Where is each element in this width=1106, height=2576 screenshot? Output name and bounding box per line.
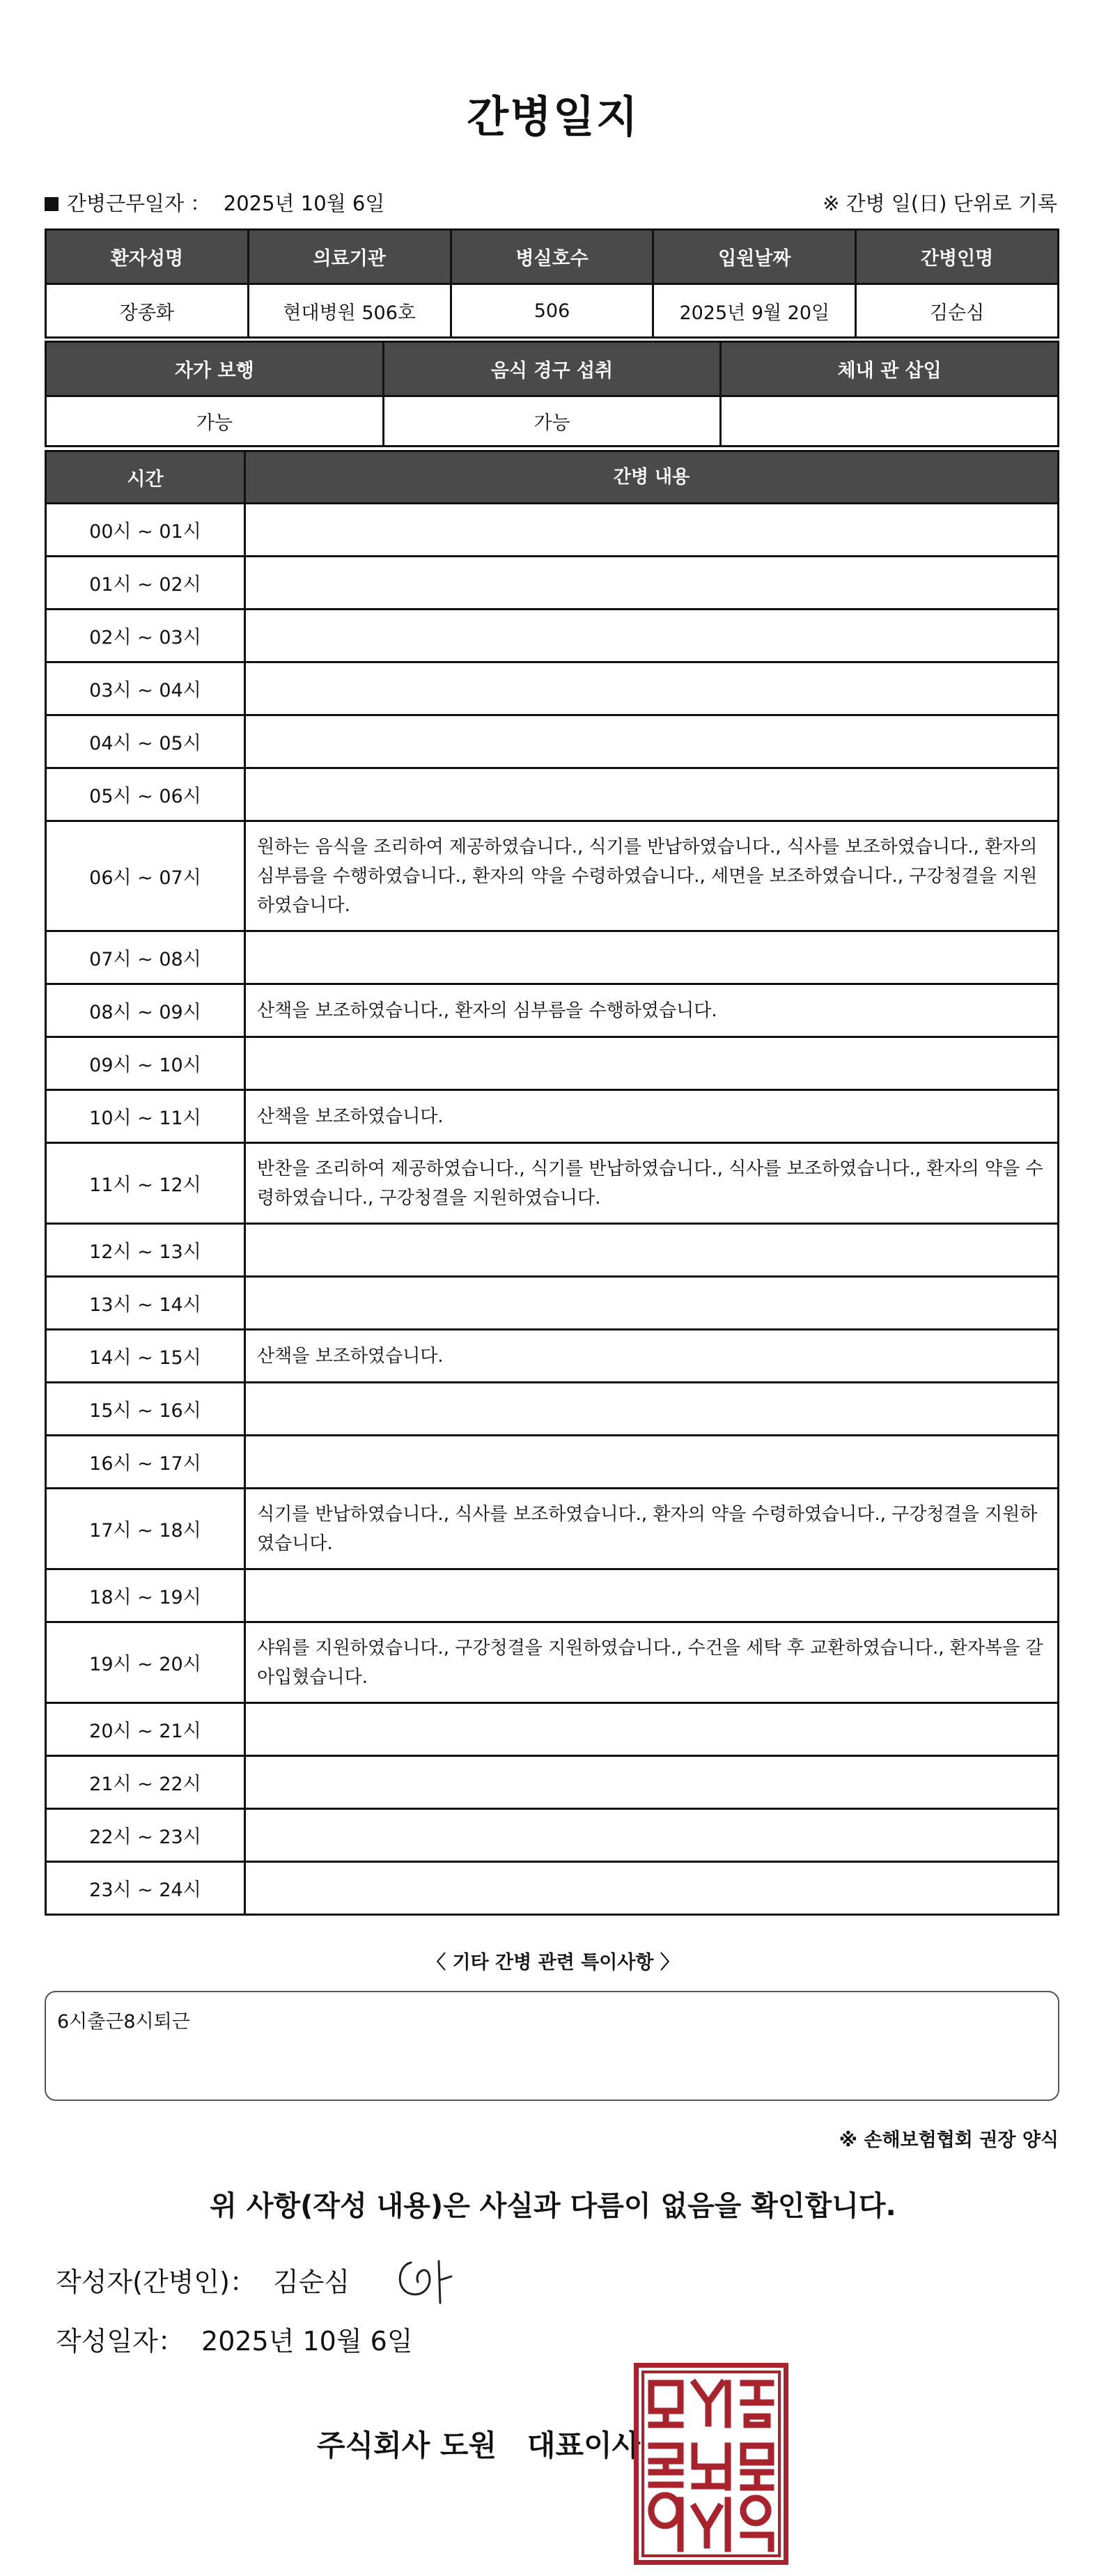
row-content [246, 557, 1057, 608]
table-row [47, 1863, 1057, 1914]
row-time: 18시 ~ 19시 [47, 1570, 244, 1621]
row-time: 22시 ~ 23시 [47, 1810, 244, 1861]
patient-name: 장종화 [47, 285, 247, 336]
header-tube-insertion: 체내 관 삽입 [722, 343, 1057, 395]
table-row [47, 1489, 1057, 1568]
company-seal-icon [634, 2363, 788, 2565]
row-time: 23시 ~ 24시 [47, 1863, 244, 1914]
row-content [246, 1225, 1057, 1275]
row-time: 00시 ~ 01시 [47, 504, 244, 555]
row-content [246, 1436, 1057, 1487]
writer-label: 작성자(간병인)： [56, 2267, 256, 2297]
row-content [246, 663, 1057, 714]
row-content [246, 610, 1057, 661]
self-walking: 가능 [47, 397, 382, 445]
table-row [47, 663, 1057, 714]
row-time: 11시 ~ 12시 [47, 1144, 244, 1223]
form-note: ※ 손해보험협회 권장 양식 [839, 2129, 1059, 2151]
row-content [246, 504, 1057, 555]
row-content [246, 1704, 1057, 1755]
oral-intake: 가능 [384, 397, 720, 445]
row-content: 원하는 음식을 조리하여 제공하였습니다., 식기를 반납하였습니다., 식사를 보조하였습니다., 환자의 심부름을 수행하였습니다., 환자의 약을 수령하였습니다., 세면을 보조하였습니다., 구강청결을 지원하였습니다. [246, 822, 1057, 930]
table-row [47, 769, 1057, 820]
row-time: 10시 ~ 11시 [47, 1091, 244, 1142]
header-care-content: 간병 내용 [246, 452, 1057, 502]
tube-insertion [722, 397, 1057, 445]
row-time: 12시 ~ 13시 [47, 1225, 244, 1275]
row-content [246, 1383, 1057, 1434]
table-row [47, 1330, 1057, 1381]
table-row [47, 932, 1057, 983]
table-row [47, 1436, 1057, 1487]
confirmation-statement: 위 사항(작성 내용)은 사실과 다름이 없음을 확인합니다. [210, 2190, 896, 2222]
table-row [47, 557, 1057, 608]
table-row [47, 985, 1057, 1036]
writer-name: 김순심 [273, 2267, 350, 2297]
date-line [56, 2320, 413, 2358]
document-title: 간병일지 [467, 91, 639, 142]
header-admission-date: 입원날짜 [654, 231, 855, 283]
work-date-value: 2025년 10월 6일 [223, 192, 385, 215]
writer-line [56, 2260, 350, 2299]
table-row [47, 1757, 1057, 1808]
row-time: 06시 ~ 07시 [47, 822, 244, 930]
table-row [47, 1570, 1057, 1621]
caregiver-name: 김순심 [857, 285, 1057, 336]
row-time: 02시 ~ 03시 [47, 610, 244, 661]
row-content: 반찬을 조리하여 제공하였습니다., 식기를 반납하였습니다., 식사를 보조하였습니다., 환자의 약을 수령하였습니다., 구강청결을 지원하였습니다. [246, 1144, 1057, 1223]
table-row [47, 822, 1057, 930]
row-content [246, 1863, 1057, 1914]
notes-title: 〈 기타 간병 관련 특이사항 〉 [427, 1952, 679, 1973]
row-time: 08시 ~ 09시 [47, 985, 244, 1036]
signature-icon [390, 2249, 467, 2311]
notes-box: 6시출근8시퇴근 [45, 1991, 1059, 2101]
square-bullet-icon [45, 197, 59, 211]
header-time: 시간 [47, 452, 244, 502]
row-content [246, 932, 1057, 983]
table-row [47, 1225, 1057, 1275]
table-row [47, 1091, 1057, 1142]
row-time: 21시 ~ 22시 [47, 1757, 244, 1808]
table-row [47, 1704, 1057, 1755]
row-time: 04시 ~ 05시 [47, 716, 244, 767]
row-content [246, 1570, 1057, 1621]
header-caregiver-name: 간병인명 [857, 231, 1057, 283]
table-row [47, 1144, 1057, 1223]
row-time: 09시 ~ 10시 [47, 1038, 244, 1089]
table-row [47, 610, 1057, 661]
header-room-number: 병실호수 [452, 231, 653, 283]
hospital: 현대병원 506호 [249, 285, 450, 336]
row-time: 17시 ~ 18시 [47, 1489, 244, 1568]
unit-note: ※ 간병 일(日) 단위로 기록 [823, 192, 1057, 215]
admission-date: 2025년 9월 20일 [654, 285, 855, 336]
patient-ability-table [45, 341, 1059, 447]
date-label: 작성일자： [56, 2326, 185, 2357]
table-row [47, 1623, 1057, 1702]
company-name: 주식회사 도원 대표이사 [317, 2428, 641, 2462]
room-number: 506 [452, 285, 653, 336]
row-content [246, 1810, 1057, 1861]
row-time: 05시 ~ 06시 [47, 769, 244, 820]
work-date [45, 188, 384, 217]
row-content [246, 1038, 1057, 1089]
work-date-label: 간병근무일자 ： [67, 192, 211, 215]
row-content [246, 1278, 1057, 1328]
table-row [47, 1278, 1057, 1328]
header-hospital: 의료기관 [249, 231, 450, 283]
table-row [47, 1383, 1057, 1434]
header-self-walking: 자가 보행 [47, 343, 382, 395]
table-row [47, 1038, 1057, 1089]
row-time: 01시 ~ 02시 [47, 557, 244, 608]
row-content [246, 716, 1057, 767]
table-row [47, 716, 1057, 767]
row-content: 산책을 보조하였습니다., 환자의 심부름을 수행하였습니다. [246, 985, 1057, 1036]
table-row [47, 1810, 1057, 1861]
row-time: 20시 ~ 21시 [47, 1704, 244, 1755]
schedule-header-row [47, 452, 1057, 502]
table-row [47, 504, 1057, 555]
row-time: 13시 ~ 14시 [47, 1278, 244, 1328]
row-time: 14시 ~ 15시 [47, 1330, 244, 1381]
row-time: 07시 ~ 08시 [47, 932, 244, 983]
row-content: 산책을 보조하였습니다. [246, 1330, 1057, 1381]
header-oral-intake: 음식 경구 섭취 [384, 343, 720, 395]
hourly-care-table [45, 450, 1059, 1916]
row-time: 16시 ~ 17시 [47, 1436, 244, 1487]
row-content: 샤워를 지원하였습니다., 구강청결을 지원하였습니다., 수건을 세탁 후 교환하였습니다., 환자복을 갈아입혔습니다. [246, 1623, 1057, 1702]
row-time: 19시 ~ 20시 [47, 1623, 244, 1702]
patient-info-table [45, 228, 1059, 339]
date-value: 2025년 10월 6일 [201, 2326, 413, 2357]
row-time: 03시 ~ 04시 [47, 663, 244, 714]
header-patient-name: 환자성명 [47, 231, 247, 283]
row-content [246, 1757, 1057, 1808]
row-time: 15시 ~ 16시 [47, 1383, 244, 1434]
row-content: 산책을 보조하였습니다. [246, 1091, 1057, 1142]
row-content [246, 769, 1057, 820]
row-content: 식기를 반납하였습니다., 식사를 보조하였습니다., 환자의 약을 수령하였습니다., 구강청결을 지원하였습니다. [246, 1489, 1057, 1568]
